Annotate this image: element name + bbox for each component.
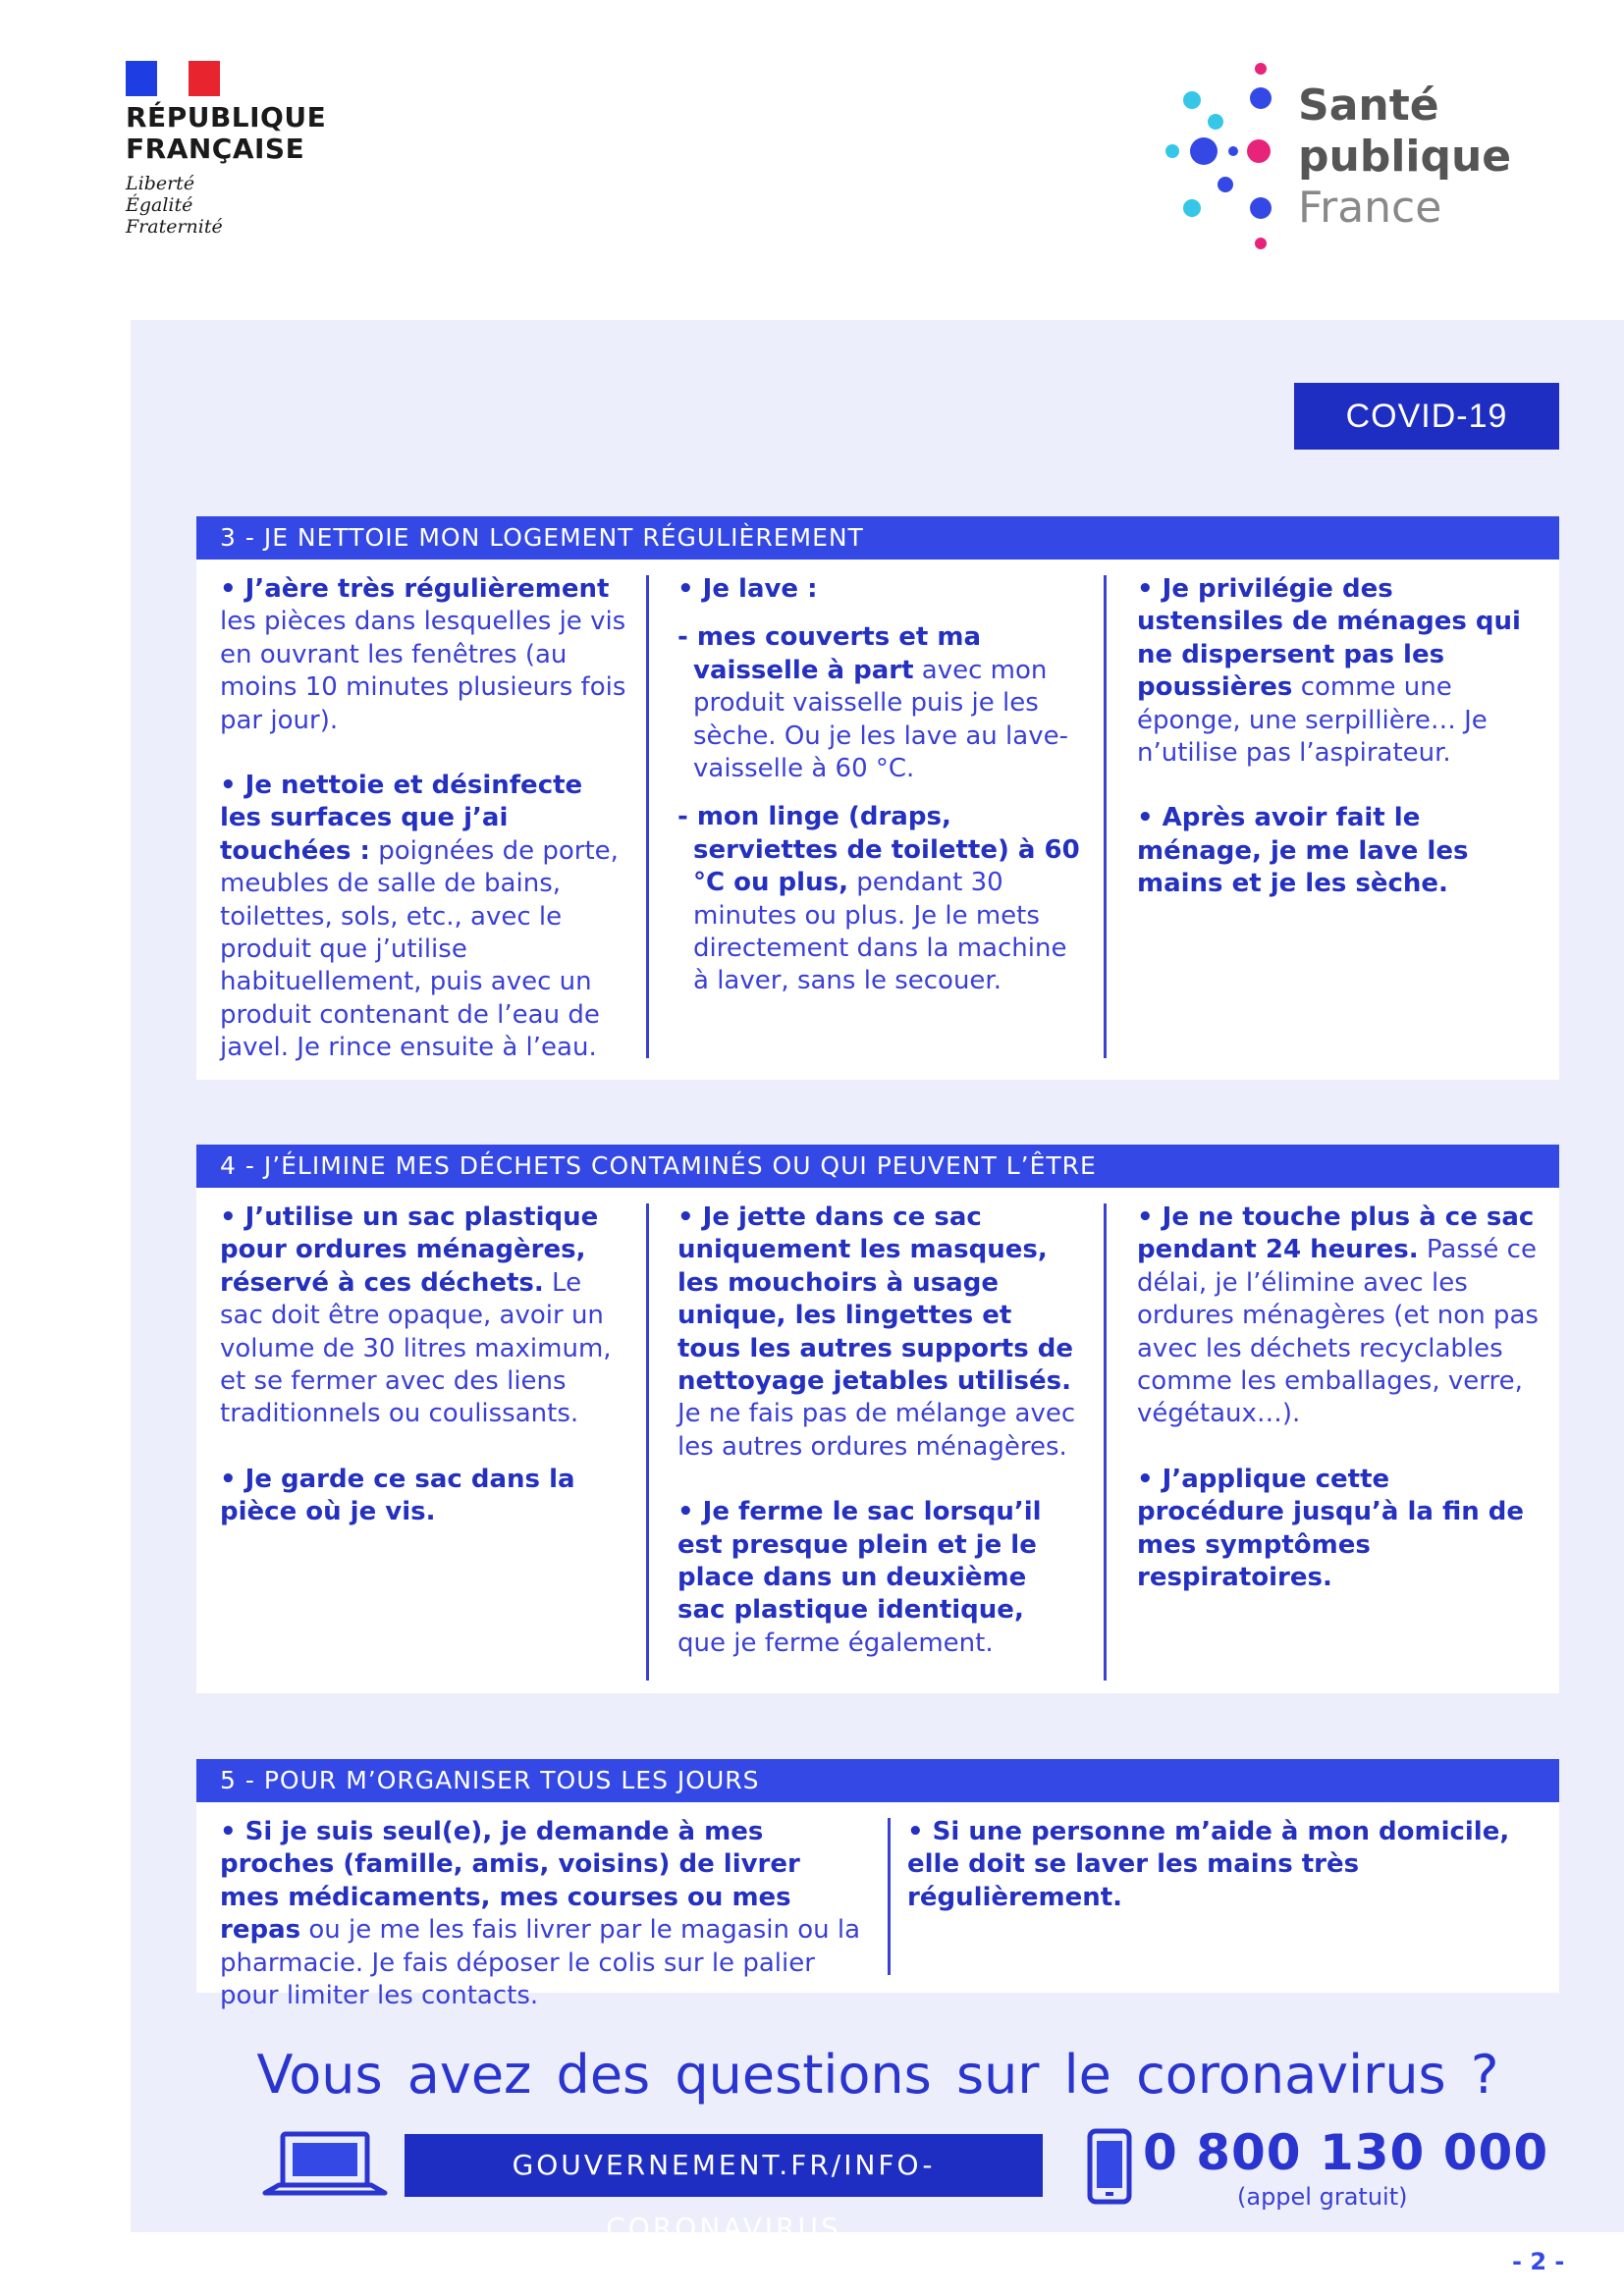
section-4-divider-1 xyxy=(646,1203,649,1681)
section-3-divider-1 xyxy=(646,575,649,1058)
s4c2-text-2: que je ferme également. xyxy=(677,1628,994,1658)
s4c3-bold-2: • J’applique cette procédure jusqu’à la fin de mes symptômes respiratoires. xyxy=(1137,1464,1525,1593)
page-number: - 2 - xyxy=(1512,2248,1565,2275)
french-flag-icon xyxy=(126,61,220,96)
s3c2-dash-1-bold: - mes couverts et ma vaisselle à part xyxy=(677,622,981,685)
rf-line2: FRANÇAISE xyxy=(126,133,305,165)
section-4-divider-2 xyxy=(1104,1203,1107,1681)
s3c1-bold-1: • J’aère très régulièrement xyxy=(220,574,610,604)
motto-fraternite: Fraternité xyxy=(126,216,223,238)
spf-wordmark xyxy=(1298,80,1511,234)
info-coronavirus-link[interactable]: GOUVERNEMENT.FR/INFO-CORONAVIRUS xyxy=(405,2134,1043,2197)
s4c2-bold-1: • Je jette dans ce sac uniquement les masques, les mouchoirs à usage unique, les lingettes et tous les autres supports de nettoyage jetables utilisés. xyxy=(677,1202,1073,1397)
s3c2-bold-1: • Je lave : xyxy=(677,574,818,604)
spf-line3: France xyxy=(1298,183,1442,233)
s4c3-bold-1: • Je ne touche plus à ce sac pendant 24 heures. xyxy=(1137,1202,1535,1265)
motto-egalite: Égalité xyxy=(126,194,193,216)
s3c3-bold-1: • Je privilégie des ustensiles de ménages qui ne dispersent pas les poussières xyxy=(1137,574,1521,703)
s4c2-text-1: Je ne fais pas de mélange avec les autres ordures ménagères. xyxy=(677,1399,1076,1462)
section-3-body xyxy=(196,560,1559,1080)
section-3-col-2 xyxy=(677,573,1080,1014)
section-4-col-2 xyxy=(677,1201,1080,1692)
section-3-col-3 xyxy=(1137,573,1540,934)
s3c2-dash-2-bold: - mon linge (draps, serviettes de toilette) à 60 °C ou plus, xyxy=(677,802,1080,898)
s4c1-text-1: Le sac doit être opaque, avoir un volume de 30 litres maximum, et se fermer avec des liens traditionnels ou coulissants. xyxy=(220,1267,612,1429)
section-3-col-1 xyxy=(220,573,632,1097)
spf-dots-icon xyxy=(1155,61,1292,257)
section-5-body xyxy=(196,1802,1559,2011)
section-4-body xyxy=(196,1188,1559,1693)
question-heading: Vous avez des questions sur le coronavirus ? xyxy=(256,2044,1499,2106)
phone-icon xyxy=(1086,2128,1133,2205)
section-3-title: 3 - JE NETTOIE MON LOGEMENT RÉGULIÈREMENT xyxy=(196,516,1559,560)
section-5-title: 5 - POUR M’ORGANISER TOUS LES JOURS xyxy=(196,1759,1559,1802)
s3c1-text-1: les pièces dans lesquelles je vis en ouvrant les fenêtres (au moins 10 minutes plusieurs fois par jour). xyxy=(220,607,626,735)
s3c1-bold-2: • Je nettoie et désinfecte les surfaces que j’ai touchées : xyxy=(220,771,583,866)
phone-note: (appel gratuit) xyxy=(1237,2183,1408,2211)
s3c3-text-1: comme une éponge, une serpillière… Je n’utilise pas l’aspirateur. xyxy=(1137,672,1488,769)
spf-line2: publique xyxy=(1298,132,1512,182)
contact-row xyxy=(261,2124,1577,2244)
s4c3-text-1: Passé ce délai, je l’élimine avec les ordures ménagères (et non pas avec les déchets recyclables comme les emballages, verre, végétaux…). xyxy=(1137,1235,1539,1429)
s3c1-text-2: poignées de porte, meubles de salle de bains, toilettes, sols, etc., avec le produit que j’utilise habituellement, puis avec un produit contenant de l’eau de javel. Je rince ensuite à l’eau. xyxy=(220,835,619,1063)
covid-badge: COVID-19 xyxy=(1294,383,1559,450)
s3c2-dash-1 xyxy=(677,621,1080,785)
s5c1-bold-1: • Si je suis seul(e), je demande à mes proches (famille, amis, voisins) de livrer mes médicaments, mes courses ou mes repas xyxy=(220,1817,800,1946)
rf-wordmark xyxy=(126,102,352,165)
section-5-col-1 xyxy=(220,1816,868,2045)
sante-publique-france-logo xyxy=(1155,61,1512,257)
section-5-divider xyxy=(888,1818,891,1975)
rf-motto xyxy=(126,173,352,238)
s3c3-bold-2: • Après avoir fait le ménage, je me lave les mains et je les sèche. xyxy=(1137,803,1469,899)
republique-francaise-logo xyxy=(126,61,352,238)
section-4-title: 4 - J’ÉLIMINE MES DÉCHETS CONTAMINÉS OU QUI PEUVENT L’ÊTRE xyxy=(196,1145,1559,1188)
s3c2-dash-1-text: avec mon produit vaisselle puis je les sèche. Ou je les lave au lave-vaisselle à 60 °C. xyxy=(693,655,1068,784)
s3c2-dash-2-text: pendant 30 minutes ou plus. Je le mets directement dans la machine à laver, sans le secouer. xyxy=(693,868,1067,996)
section-4-col-3 xyxy=(1137,1201,1540,1627)
section-4-col-1 xyxy=(220,1201,632,1562)
section-5-col-2 xyxy=(907,1816,1536,1947)
s4c2-bold-2: • Je ferme le sac lorsqu’il est presque plein et je le place dans un deuxième sac plastique identique, xyxy=(677,1497,1042,1626)
rf-line1: RÉPUBLIQUE xyxy=(126,101,327,133)
section-3-divider-2 xyxy=(1104,575,1107,1058)
spf-line1: Santé xyxy=(1298,80,1439,131)
s4c1-bold-1: • J’utilise un sac plastique pour ordures ménagères, réservé à ces déchets. xyxy=(220,1202,599,1298)
s4c1-bold-2: • Je garde ce sac dans la pièce où je vis. xyxy=(220,1464,575,1527)
phone-number[interactable]: 0 800 130 000 xyxy=(1143,2124,1549,2181)
s5c2-bold-1: • Si une personne m’aide à mon domicile, elle doit se laver les mains très régulièrement. xyxy=(907,1817,1510,1912)
s3c2-dash-2 xyxy=(677,801,1080,997)
s5c1-text-1: ou je me les fais livrer par le magasin ou la pharmacie. Je fais déposer le colis sur le palier pour limiter les contacts. xyxy=(220,1915,861,2011)
motto-liberte: Liberté xyxy=(126,173,195,194)
laptop-icon xyxy=(261,2130,389,2201)
